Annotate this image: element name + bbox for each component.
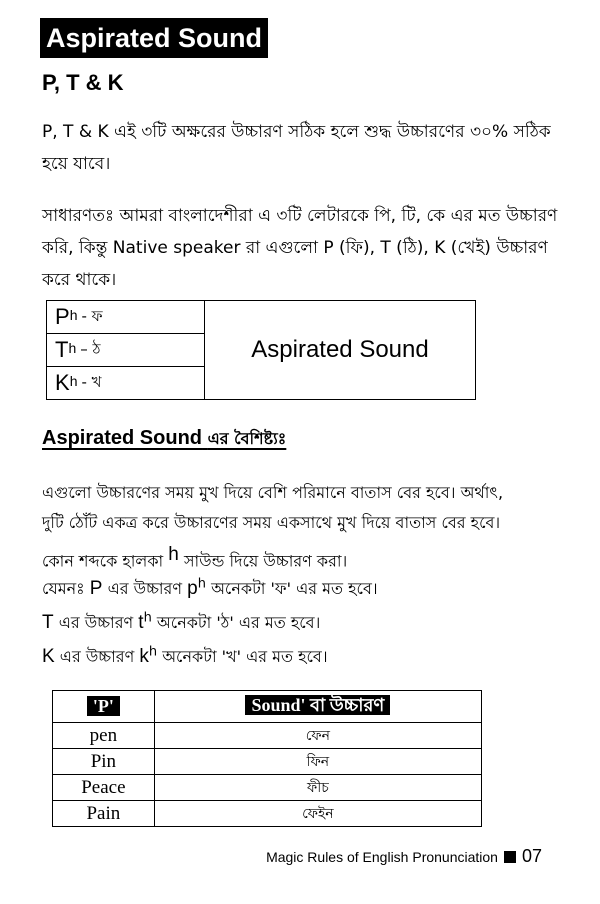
letter: K	[55, 370, 70, 395]
example-line-t	[42, 610, 582, 637]
table-row	[53, 775, 482, 801]
table-row	[53, 723, 482, 749]
header-letter-label: 'P'	[87, 696, 120, 716]
table-header-letter	[53, 691, 155, 723]
example-line-p	[42, 576, 582, 603]
page-footer	[266, 846, 542, 867]
ex2-letter: T	[42, 612, 54, 633]
square-bullet-icon	[504, 851, 516, 863]
aspirated-letters-box	[46, 300, 476, 400]
feature-line-1: এগুলো উচ্চারণের সময় মুখ দিয়ে বেশি পরিমানে বাতাস বের হবে। অর্থাৎ,	[42, 483, 504, 502]
ex1-letter: P	[89, 578, 103, 599]
bangla-pronunciation: ফিন	[154, 749, 481, 775]
ex3-base: k	[139, 646, 149, 667]
english-word: Peace	[53, 775, 155, 801]
example-line-k	[42, 644, 582, 671]
ex2-base: t	[138, 612, 144, 633]
explanation-paragraph: সাধারণতঃ আমরা বাংলাদেশীরা এ ৩টি লেটারকে পি, টি, কে এর মত উচ্চারণ করি, কিন্তু Native speaker রা এগুলো P (ফি), T (ঠি), K (খেই) উচ্চারণ করে থাকে।	[42, 206, 558, 290]
ex2-sup: h	[143, 610, 152, 626]
line3-pre: কোন শব্দকে হালকা	[42, 551, 164, 571]
line3-sup: h	[168, 544, 179, 565]
ex2-mid: এর উচ্চারণ	[58, 613, 134, 632]
bangla-pronunciation: ফেন	[154, 723, 481, 749]
bangla-equivalent: - ফ	[81, 306, 103, 325]
letter: P	[55, 304, 70, 329]
ex1-post: অনেকটা 'ফ' এর মত হবে।	[211, 579, 378, 598]
feature-line-3	[42, 544, 582, 575]
aspiration-mark: h	[69, 373, 78, 389]
page-number: 07	[521, 846, 542, 866]
ex1-pre: যেমনঃ	[42, 579, 85, 598]
letter-row-k	[47, 367, 204, 399]
ex2-post: অনেকটা 'ঠ' এর মত হবে।	[156, 613, 321, 632]
table-header-row	[53, 691, 482, 723]
aspirated-sound-label: Aspirated Sound	[251, 336, 429, 363]
features-heading-en: Aspirated Sound	[42, 427, 203, 449]
letters-subheading: P, T & K	[42, 70, 124, 95]
features-heading	[42, 426, 286, 453]
ex3-post: অনেকটা 'খ' এর মত হবে।	[162, 647, 328, 666]
english-word: pen	[53, 723, 155, 749]
ex1-base: p	[187, 578, 198, 599]
ex1-mid: এর উচ্চারণ	[107, 579, 183, 598]
feature-line-2: দুটি ঠোঁট একত্র করে উচ্চারণের সময় একসাথে মুখ দিয়ে বাতাস বের হবে।	[42, 513, 501, 532]
table-header-sound	[154, 691, 481, 723]
english-word: Pin	[53, 749, 155, 775]
table-row	[53, 749, 482, 775]
features-heading-bn: এর বৈশিষ্ট্যঃ	[207, 429, 287, 448]
letter-row-t	[47, 334, 204, 367]
ex1-sup: h	[197, 576, 206, 592]
page-title: Aspirated Sound	[40, 18, 268, 58]
bangla-pronunciation: ফীচ	[154, 775, 481, 801]
aspiration-mark: h	[68, 340, 77, 356]
bangla-equivalent: - খ	[81, 372, 102, 391]
header-sound-label: Sound' বা উচ্চারণ	[245, 695, 390, 715]
pronunciation-table	[52, 690, 482, 827]
bangla-equivalent: – ঠ	[80, 339, 101, 358]
aspiration-mark: h	[69, 307, 78, 323]
english-word: Pain	[53, 801, 155, 827]
ex3-mid: এর উচ্চারণ	[59, 647, 135, 666]
bangla-pronunciation: ফেইন	[154, 801, 481, 827]
line3-post: সাউন্ড দিয়ে উচ্চারণ করা।	[183, 551, 348, 571]
letter-row-p	[47, 301, 204, 334]
ex3-letter: K	[42, 646, 55, 667]
letters-column	[47, 301, 205, 399]
ex3-sup: h	[148, 644, 158, 660]
table-row	[53, 801, 482, 827]
intro-paragraph: P, T & K এই ৩টি অক্ষরের উচ্চারণ সঠিক হলে শুদ্ধ উচ্চারণের ৩০% সঠিক হয়ে যাবে।	[42, 122, 551, 174]
book-title: Magic Rules of English Pronunciation	[266, 848, 498, 865]
letter: T	[55, 337, 69, 362]
